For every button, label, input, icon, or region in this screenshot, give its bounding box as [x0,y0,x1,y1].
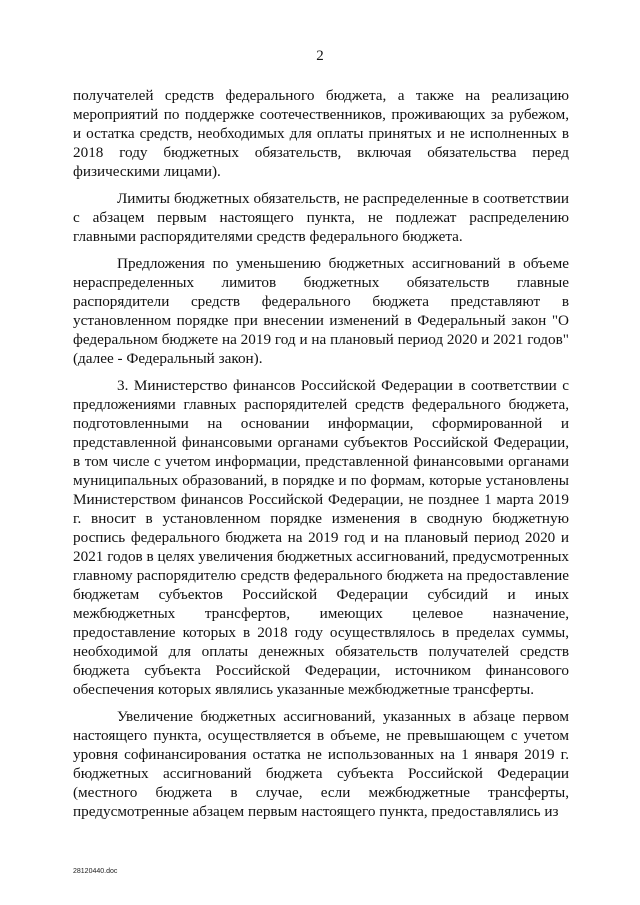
paragraph-proposals: Предложения по уменьшению бюджетных ассигнований в объеме нераспределенных лимитов бюджетных обязательств главные распорядители средств федерального бюджета представляют в установленном порядке при внесении изменений в Федеральный закон "О федеральном бюджете на 2019 год и на плановый период 2020 и 2021 годов" (далее - Федеральный закон). [73,255,569,367]
paragraph-limits: Лимиты бюджетных обязательств, не распределенные в соответствии с абзацем первым настоящего пункта, не подлежат распределению главными распорядителями средств федерального бюджета. [73,190,569,245]
paragraph-item-3: 3. Министерство финансов Российской Федерации в соответствии с предложениями главных распорядителей средств федерального бюджета, подготовленными на основании информации, сформированной и представленной финансовыми органами субъектов Российской Федерации, в том числе с учетом информации, представленной финансовыми органами муниципальных образований, в порядке и по формам, которые установлены Министерством финансов Российской Федерации, не позднее 1 марта 2019 г. вносит в установленном порядке изменения в сводную бюджетную роспись федерального бюджета на 2019 год и на плановый период 2020 и 2021 годов в целях увеличения бюджетных ассигнований, предусмотренных главному распорядителю средств федерального бюджета на предоставление бюджетам субъектов Российской Федерации субсидий и иных межбюджетных трансфертов, имеющих целевое назначение, предоставление которых в 2018 году осуществлялось в пределах суммы, необходимой для оплаты денежных обязательств получателей средств бюджета субъекта Российской Федерации, источником финансового обеспечения которых являлись указанные межбюджетные трансферты. [73,377,569,698]
paragraph-continuation: получателей средств федерального бюджета, а также на реализацию мероприятий по поддержке соотечественников, проживающих за рубежом, и остатка средств, необходимых для оплаты принятых и не исполненных в 2018 году бюджетных обязательств, включая обязательства перед физическими лицами). [73,87,569,180]
file-name-footer: 28120440.doc [73,868,118,875]
page-number: 2 [316,48,324,64]
document-body [73,86,569,831]
paragraph-increase: Увеличение бюджетных ассигнований, указанных в абзаце первом настоящего пункта, осуществляется в объеме, не превышающем с учетом уровня софинансирования остатка не использованных на 1 января 2019 г. бюджетных ассигнований бюджета субъекта Российской Федерации (местного бюджета в случае, если межбюджетные трансферты, предусмотренные абзацем первым настоящего пункта, предоставлялись из [73,708,569,820]
